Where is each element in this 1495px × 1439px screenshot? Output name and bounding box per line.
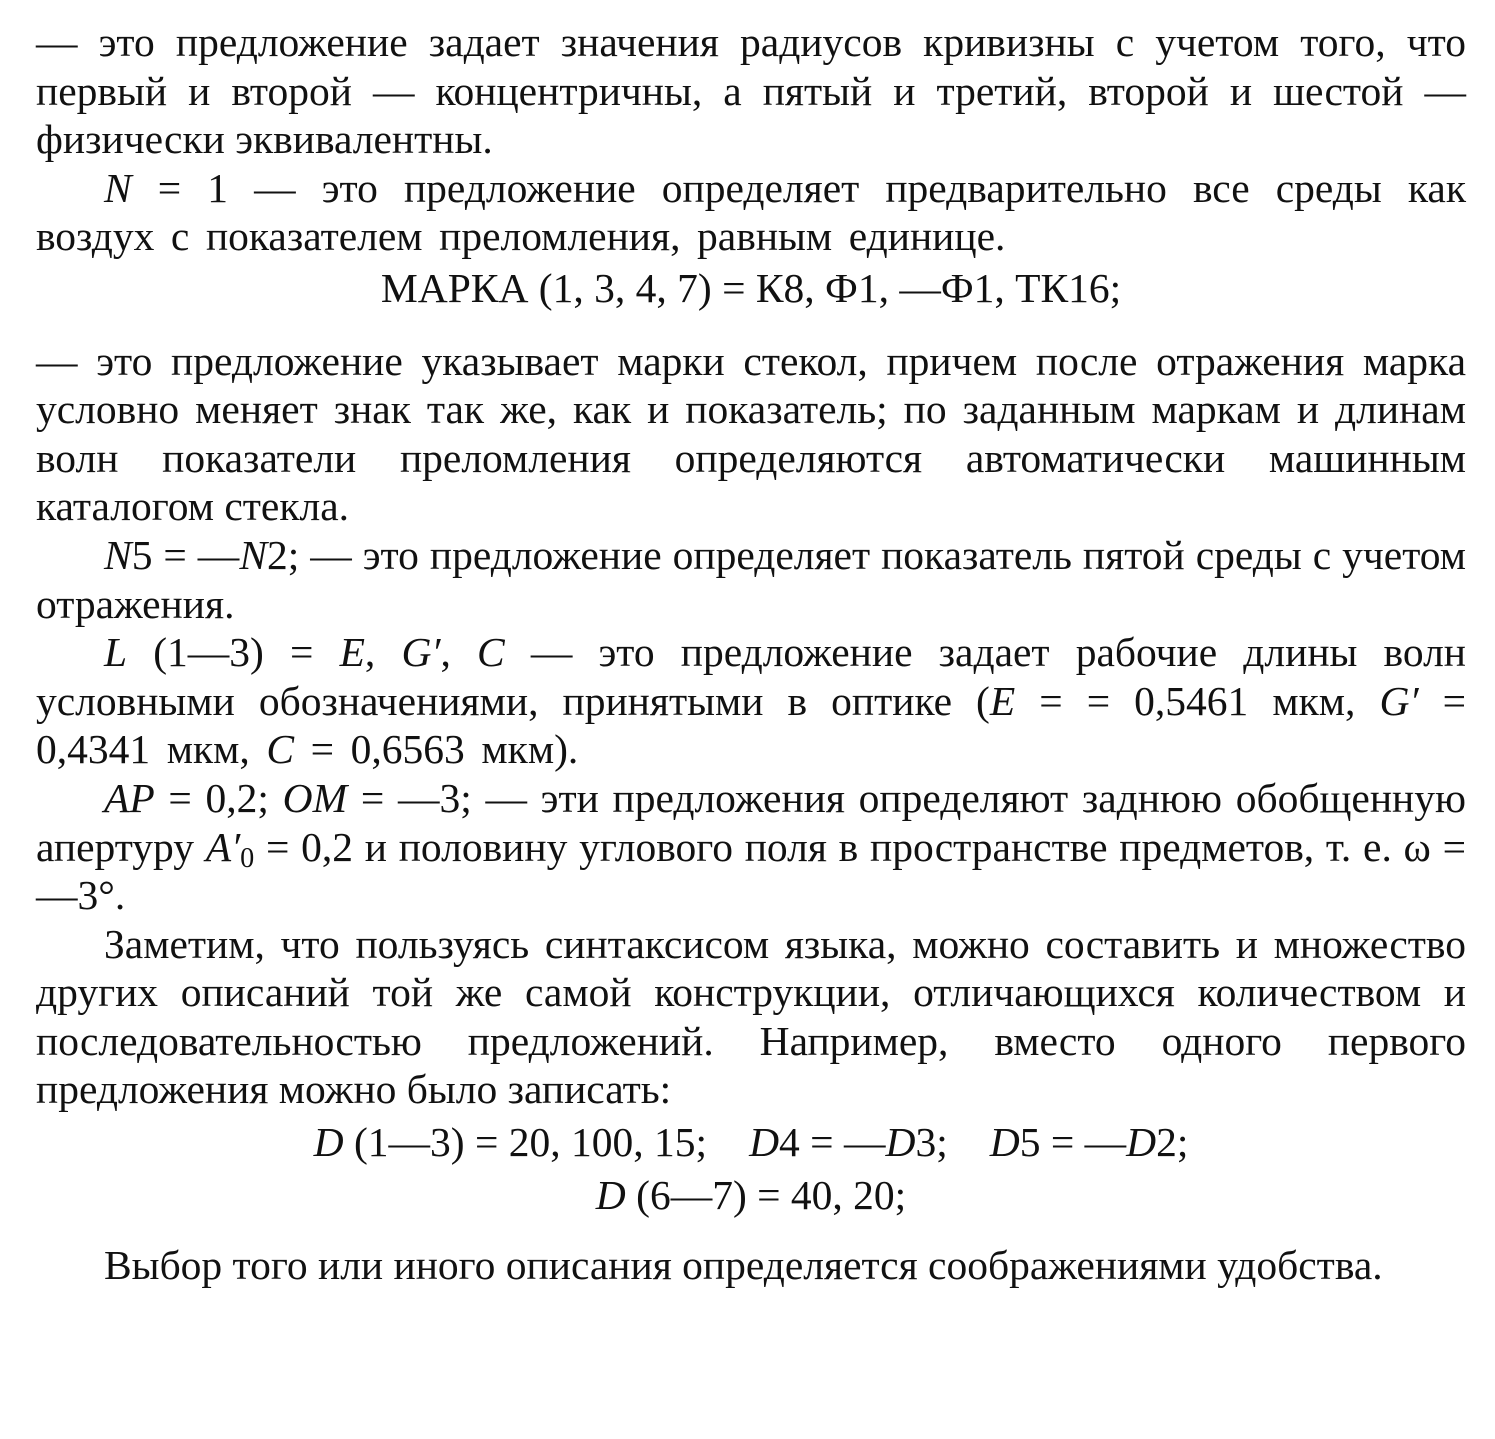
- text-fragment: 5 = —: [1019, 1119, 1127, 1166]
- page-text: [36, 18, 1466, 1290]
- paragraph-glass-marks-description: — это предложение указывает марки стекол, причем после отражения марка условно меняет знак так же, как и показатель; по заданным маркам и длинам волн показатели преломления определяются автоматически машинным каталогом стекла.: [36, 337, 1466, 530]
- text-fragment: 5 = —: [131, 531, 240, 578]
- paragraph-refractive-index-air: [36, 164, 1466, 261]
- subscript-zero: 0: [240, 842, 255, 874]
- symbol-l: L: [104, 629, 128, 676]
- text-fragment: 2; — это предложение определяет показатель пятой среды с учетом отражения.: [36, 531, 1467, 627]
- symbol-ap: AP: [104, 774, 155, 821]
- symbol-c: C: [477, 629, 505, 676]
- text-fragment: = = 0,5461 мкм,: [1015, 677, 1380, 724]
- symbol-d: D: [1126, 1119, 1157, 1166]
- text-fragment: 3;: [915, 1119, 948, 1166]
- symbol-om: OM: [282, 774, 348, 821]
- symbol-n: N: [104, 531, 132, 578]
- symbol-e: E: [989, 677, 1016, 724]
- symbol-n: N: [104, 164, 132, 211]
- formula-glass-marks: МАРКА (1, 3, 4, 7) = К8, Ф1, —Ф1, ТК16;: [380, 264, 1122, 311]
- text-fragment: 2;: [1156, 1119, 1189, 1166]
- text-fragment: — это предложение задает рабочие длины волн условными обозначениями, принятыми в оптике (: [36, 629, 1466, 724]
- paragraph-radii-description: — это предложение задает значения радиусов кривизны с учетом того, что первый и второй — концентричны, а пятый и третий, второй и шестой — физически эквивалентны.: [36, 19, 1466, 163]
- text-fragment: = 0,2;: [154, 774, 283, 821]
- text-fragment: (1—3) = 20, 100, 15;: [343, 1119, 708, 1166]
- text-fragment: ,: [440, 629, 478, 676]
- text-fragment: = —3; — эти предложения определяют заднюю обобщенную апертуру: [36, 774, 1466, 870]
- symbol-g-prime: G′: [1379, 677, 1419, 724]
- paragraph-syntax-note: Заметим, что пользуясь синтаксисом языка, можно составить и множество других описаний той же самой конструкции, отличающихся количеством и последовательностью предложений. Например, вместо одного первого предложения можно было записать:: [36, 920, 1466, 1113]
- symbol-c: C: [266, 726, 295, 773]
- text-fragment: (1—3) =: [127, 629, 340, 676]
- symbol-g-prime: G′: [401, 629, 441, 676]
- text-fragment: (6—7) = 40, 20;: [625, 1171, 907, 1218]
- symbol-d: D: [885, 1119, 916, 1166]
- formula-d-six-seven: [36, 1171, 1466, 1220]
- symbol-d: D: [989, 1119, 1020, 1166]
- text-fragment: = 0,4341 мкм,: [36, 677, 1466, 773]
- text-fragment: 4 = —: [779, 1119, 886, 1166]
- formula-d-definitions: [36, 1118, 1466, 1167]
- symbol-a-prime: A′: [205, 823, 241, 870]
- paragraph-wavelengths: [36, 628, 1466, 774]
- text-fragment: = 0,6563 мкм).: [294, 726, 579, 773]
- paragraph-aperture-field: [36, 774, 1466, 920]
- symbol-e: E: [339, 629, 365, 676]
- paragraph-conclusion: Выбор того или иного описания определяется соображениями удобства.: [104, 1242, 1383, 1289]
- symbol-d: D: [313, 1119, 344, 1166]
- text-fragment: = 0,2 и половину углового поля в пространстве предметов, т. е. ω = —3°.: [36, 823, 1467, 919]
- symbol-n: N: [239, 531, 267, 578]
- symbol-d: D: [749, 1119, 780, 1166]
- text-fragment: ,: [364, 629, 402, 676]
- paragraph-text: = 1 — это предложение определяет предварительно все среды как воздух с показателем преломления, равным единице.: [36, 164, 1466, 260]
- symbol-d: D: [595, 1171, 626, 1218]
- paragraph-fifth-medium-index: [36, 531, 1466, 628]
